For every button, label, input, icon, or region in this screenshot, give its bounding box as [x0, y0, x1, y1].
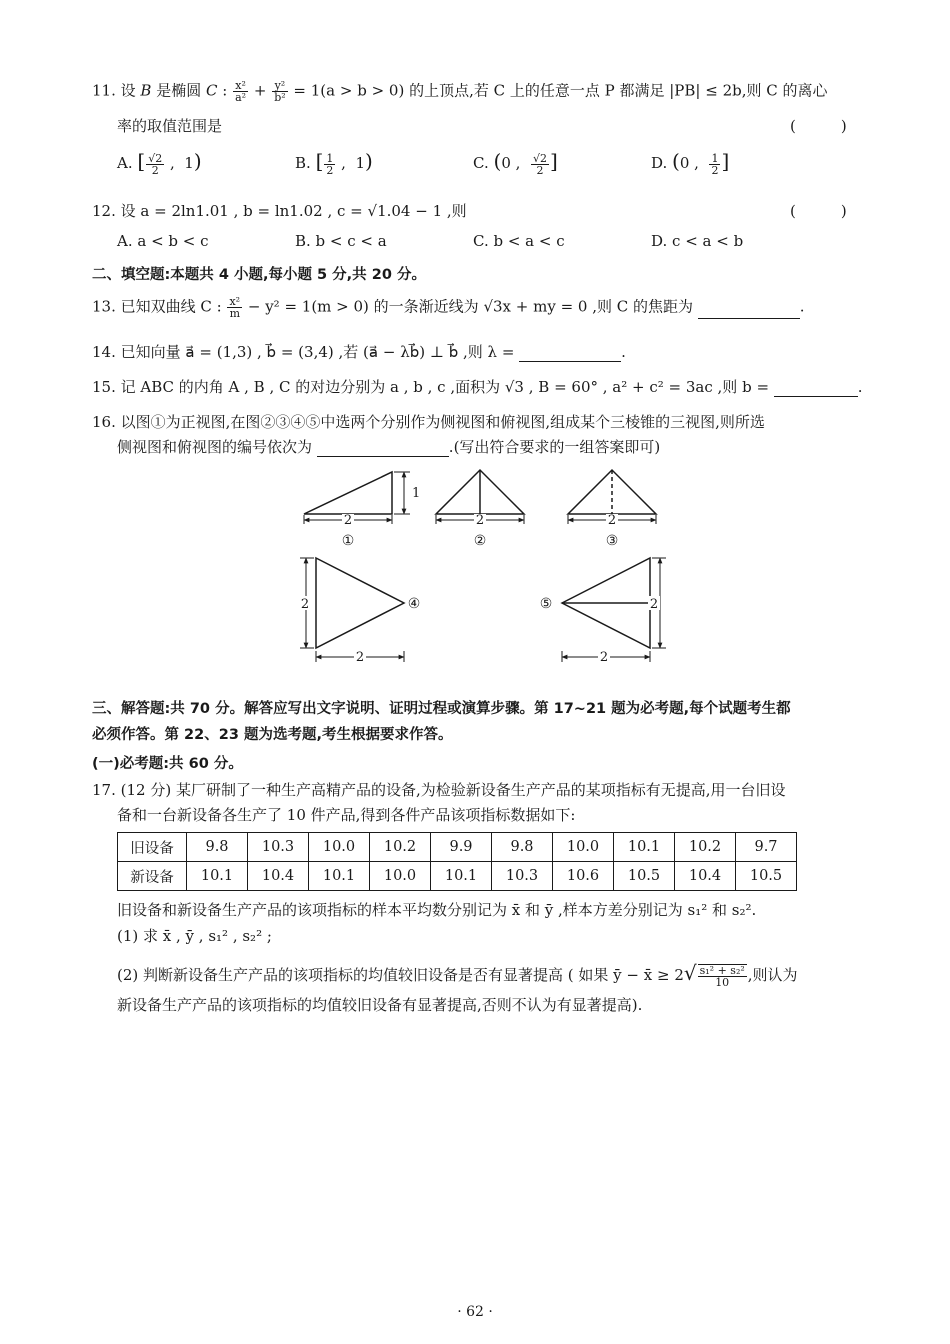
- fig2-label: ②: [473, 533, 487, 549]
- table-cell: 10.4: [675, 862, 736, 891]
- table-cell: 10.5: [614, 862, 675, 891]
- q11-equation-rest: = 1(a > b > 0) 的上顶点,若 C 上的任意一点 P 都满足 |PB| ≤ 2b,则 C 的离心: [293, 81, 828, 100]
- table-cell: 9.8: [187, 833, 248, 862]
- q12-stem: 12. 设 a = 2ln1.01 , b = ln1.02 , c = √1.04 − 1 ,则: [92, 202, 467, 220]
- fig3-width-label: 2: [607, 513, 617, 528]
- fig5-height-label: 2: [649, 597, 659, 612]
- q11-option-a[interactable]: A. [ $\frac{√2}{2}$ , 1): [117, 149, 202, 177]
- q17-part2-line1: (2) 判断新设备生产产品的该项指标的均值较旧设备是否有显著提高 ( 如果 ȳ − x̄ ≥ 2√ $\frac{\text{s₁² + s₂²}}{10}$ ,则认为: [117, 961, 798, 989]
- section2-heading: 二、填空题:本题共 4 小题,每小题 5 分,共 20 分。: [92, 267, 426, 283]
- q16-line1: 16. 以图①为正视图,在图②③④⑤中选两个分别作为侧视图和俯视图,组成某个三棱锥的三视图,则所选: [92, 413, 765, 431]
- table-row-new: [118, 862, 797, 891]
- table-cell: 10.1: [309, 862, 370, 891]
- table-cell: 9.9: [431, 833, 492, 862]
- q13-line: 13. 已知双曲线 C : $\frac{\text{x²}}{m}$ − y² = 1(m > 0) 的一条渐近线为 √3x + my = 0 ,则 C 的焦距为 .: [92, 295, 805, 320]
- fig1-width-label: 2: [343, 513, 353, 528]
- q17-part2-line2: 新设备生产产品的该项指标的均值较旧设备有显著提高,否则不认为有显著提高).: [117, 996, 643, 1014]
- q11-frac-x: $\frac{\text{x²}}{\text{a²}}$: [235, 79, 247, 104]
- q12-answer-paren: ( ): [790, 202, 847, 220]
- fig3-label: ③: [605, 533, 619, 549]
- q11-line2: 率的取值范围是: [117, 117, 223, 135]
- q17-after-table: 旧设备和新设备生产产品的该项指标的样本平均数分别记为 x̄ 和 ȳ ,样本方差分别记为 s₁² 和 s₂².: [117, 901, 757, 919]
- table-cell: 9.8: [492, 833, 553, 862]
- q11-option-c[interactable]: C. (0 , $\frac{√2}{2}$ ]: [473, 149, 558, 177]
- table-cell: 10.0: [309, 833, 370, 862]
- table-cell: 10.0: [553, 833, 614, 862]
- fig5-width-label: 2: [599, 650, 609, 665]
- table-cell: 10.2: [675, 833, 736, 862]
- section3-heading-line2: 必须作答。第 22、23 题为选考题,考生根据要求作答。: [92, 727, 453, 743]
- q14-line: 14. 已知向量 a⃗ = (1,3) , b⃗ = (3,4) ,若 (a⃗ − λb⃗) ⊥ b⃗ ,则 λ = .: [92, 343, 626, 361]
- q11-curve-c: C: [206, 81, 218, 100]
- row-label-old: 旧设备: [118, 833, 187, 862]
- q11-is-ellipse: 是椭圆: [156, 81, 206, 100]
- q12-option-c[interactable]: C. b < a < c: [473, 232, 565, 250]
- q16-line2: 侧视图和俯视图的编号依次为 .(写出符合要求的一组答案即可): [117, 438, 661, 456]
- table-cell: 10.1: [187, 862, 248, 891]
- q11-colon: :: [222, 81, 233, 100]
- q17-data-table: [117, 832, 797, 891]
- q11-answer-paren: ( ): [790, 117, 847, 135]
- table-cell: 10.5: [736, 862, 797, 891]
- page-number: · 62 ·: [457, 1304, 493, 1320]
- section3-heading-line1: 三、解答题:共 70 分。解答应写出文字说明、证明过程或演算步骤。第 17~21 题为必考题,每个试题考生都: [92, 701, 791, 717]
- table-cell: 10.3: [492, 862, 553, 891]
- fig4-label: ④: [407, 596, 421, 612]
- figure-4: [300, 558, 404, 662]
- q15-line: 15. 记 ABC 的内角 A , B , C 的对边分别为 a , b , c ,面积为 √3 , B = 60° , a² + c² = 3ac ,则 b = .: [92, 378, 863, 396]
- table-cell: 10.3: [248, 833, 309, 862]
- fig1-label: ①: [341, 533, 355, 549]
- fig4-height-label: 2: [300, 597, 310, 612]
- q11-prefix: 11. 设: [92, 81, 136, 100]
- row-label-new: 新设备: [118, 862, 187, 891]
- table-row-old: [118, 833, 797, 862]
- q17-sqrt-frac: $\frac{\text{s₁² + s₂²}}{10}$: [699, 964, 745, 989]
- q11-option-d[interactable]: D. (0 , $\frac{1}{2}$ ]: [651, 149, 730, 177]
- table-cell: 10.0: [370, 862, 431, 891]
- q13-frac: $\frac{\text{x²}}{m}$: [229, 295, 241, 320]
- figure-1-front-view: [304, 472, 410, 524]
- q11-plus: +: [253, 81, 272, 100]
- fig2-width-label: 2: [475, 513, 485, 528]
- q11-frac-y: $\frac{\text{y²}}{\text{b²}}$: [274, 79, 286, 104]
- table-cell: 10.6: [553, 862, 614, 891]
- q11-point-b: B: [140, 81, 152, 100]
- q12-option-d[interactable]: D. c < a < b: [651, 232, 744, 250]
- required-subheading: (一)必考题:共 60 分。: [92, 756, 243, 772]
- table-cell: 10.4: [248, 862, 309, 891]
- q12-option-b[interactable]: B. b < c < a: [295, 232, 387, 250]
- fig4-width-label: 2: [355, 650, 365, 665]
- fig5-label: ⑤: [539, 596, 553, 612]
- q17-line1: 17. (12 分) 某厂研制了一种生产高精产品的设备,为检验新设备生产产品的某项指标有无提高,用一台旧设: [92, 781, 786, 799]
- table-cell: 10.2: [370, 833, 431, 862]
- table-cell: 10.1: [431, 862, 492, 891]
- fig1-height-label: 1: [412, 486, 421, 501]
- q11-option-b[interactable]: B. [ $\frac{1}{2}$ , 1): [295, 149, 373, 177]
- q17-part1: (1) 求 x̄ , ȳ , s₁² , s₂² ;: [117, 927, 272, 945]
- table-cell: 10.1: [614, 833, 675, 862]
- q12-option-a[interactable]: A. a < b < c: [117, 232, 209, 250]
- q17-line2: 备和一台新设备各生产了 10 件产品,得到各件产品该项指标数据如下:: [117, 806, 576, 824]
- table-cell: 9.7: [736, 833, 797, 862]
